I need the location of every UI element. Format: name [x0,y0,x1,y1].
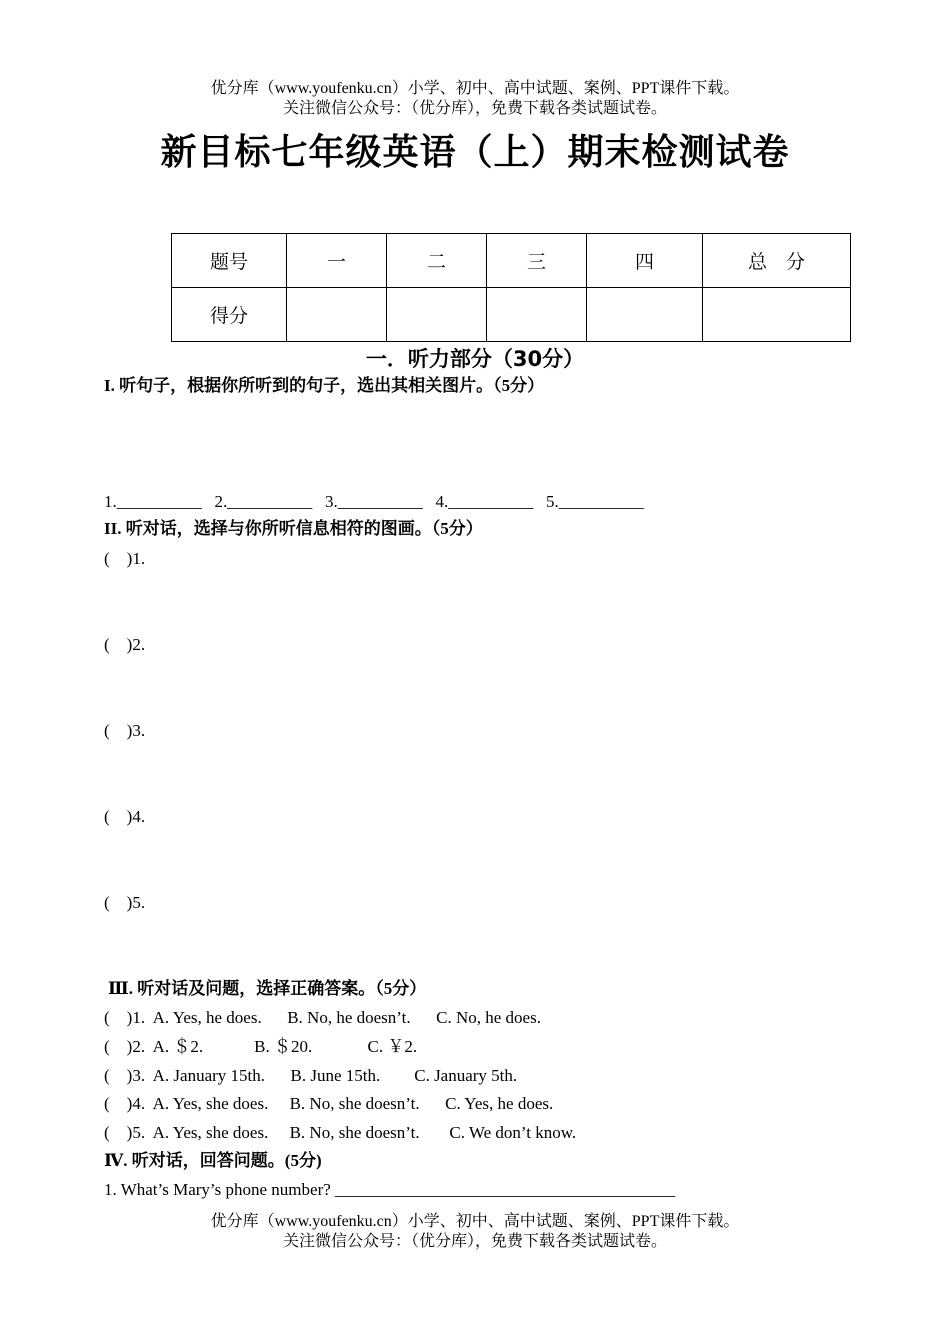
part1-heading: I. 听句子，根据你所听到的句子，选出其相关图片。（5分） [104,376,545,395]
part2-item[interactable]: ( )5. [104,893,146,912]
section-title-listening: 一．听力部分（30分） [365,347,585,371]
part2-heading: II. 听对话，选择与你所听信息相符的图画。（5分） [104,519,483,538]
part3-heading: Ⅲ. 听对话及问题，选择正确答案。（5分） [108,979,427,998]
part3-item[interactable]: ( )1. A. Yes, he does. B. No, he doesn’t. C. No, he does. [104,1008,541,1027]
score-table-cell: 二 [387,234,487,288]
part2-item[interactable]: ( )3. [104,721,146,740]
part2-item[interactable]: ( )4. [104,807,146,826]
part3-item[interactable]: ( )4. A. Yes, she does. B. No, she doesn’t. C. Yes, he does. [104,1094,554,1113]
score-input-cell[interactable] [703,288,851,342]
part3-item[interactable]: ( )3. A. January 15th. B. June 15th. C. January 5th. [104,1066,518,1085]
part1-answer-blanks[interactable]: 1.__________ 2.__________ 3.__________ 4.__________ 5.__________ [104,492,644,511]
score-input-cell[interactable] [587,288,703,342]
page-title: 新目标七年级英语（上）期末检测试卷 [160,132,790,173]
footer-line-1: 优分库（www.youfenku.cn）小学、初中、高中试题、案例、PPT课件下载。 [210,1213,740,1230]
score-table-score-row [172,288,851,342]
part4-heading: Ⅳ. 听对话，回答问题。(5分) [104,1151,322,1170]
part2-item[interactable]: ( )1. [104,549,146,568]
score-input-cell[interactable] [487,288,587,342]
footer-line-2: 关注微信公众号：（优分库），免费下载各类试题试卷。 [282,1233,667,1250]
score-table-header-row [172,234,851,288]
part2-item[interactable]: ( )2. [104,635,146,654]
score-table [171,233,851,342]
part4-question-1[interactable]: 1. What’s Mary’s phone number? ________________________________________ [104,1180,676,1199]
score-table-cell: 得分 [172,288,287,342]
score-table-cell: 题号 [172,234,287,288]
header-line-1: 优分库（www.youfenku.cn）小学、初中、高中试题、案例、PPT课件下载。 [210,80,740,97]
score-table-cell: 三 [487,234,587,288]
score-table-cell: 总 分 [703,234,851,288]
score-input-cell[interactable] [387,288,487,342]
part3-item[interactable]: ( )2. A. ＄2. B. ＄20. C. ￥2. [104,1037,418,1056]
score-input-cell[interactable] [287,288,387,342]
part3-item[interactable]: ( )5. A. Yes, she does. B. No, she doesn’t. C. We don’t know. [104,1123,577,1142]
score-table-cell: 一 [287,234,387,288]
header-line-2: 关注微信公众号：（优分库），免费下载各类试题试卷。 [282,100,667,117]
score-table-cell: 四 [587,234,703,288]
